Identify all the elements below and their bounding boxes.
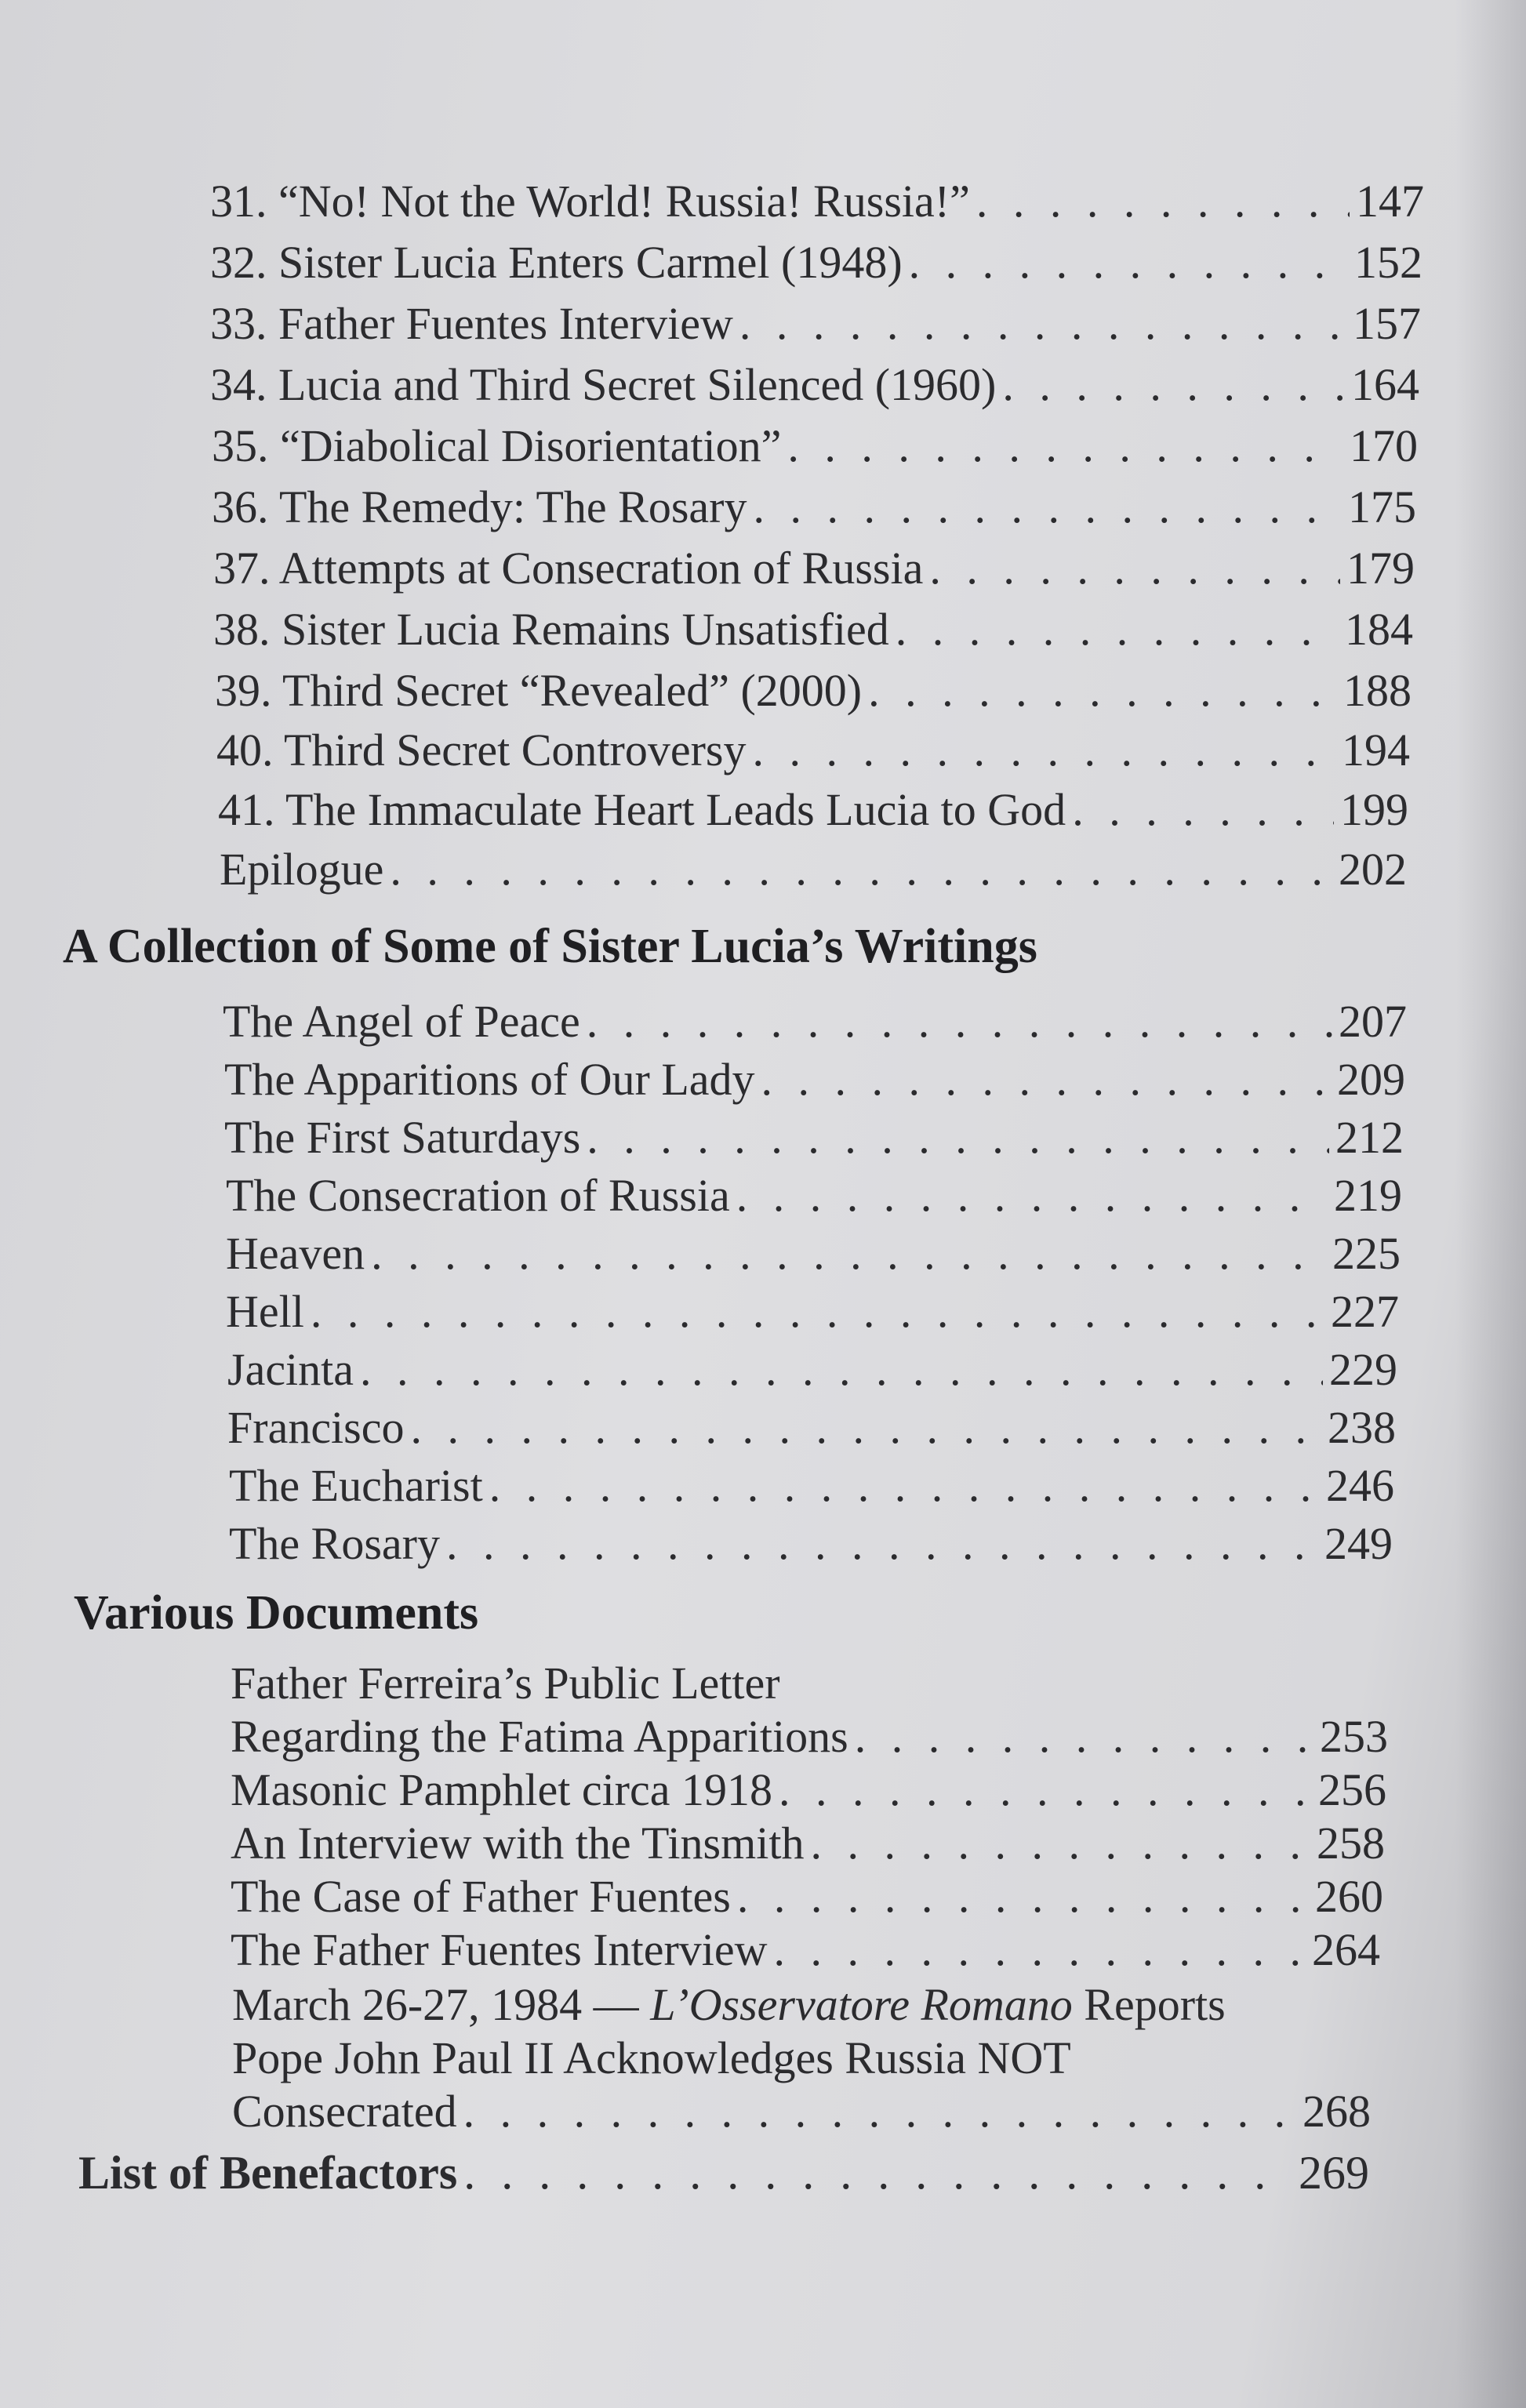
toc-entry-writing [223, 994, 1407, 1049]
toc-entry-writing [229, 1516, 1393, 1571]
leader-dots [463, 2145, 1292, 2200]
entry-title: 31. “No! Not the World! Russia! Russia!” [210, 176, 970, 227]
toc-entry-tinsmith [231, 1816, 1385, 1871]
entry-page: 175 [1348, 481, 1416, 532]
leader-dots [1002, 358, 1345, 412]
leader-dots [390, 842, 1332, 897]
entry-page: 188 [1343, 665, 1412, 716]
toc-entry-writing [226, 1168, 1402, 1223]
osservatore-date: March 26-27, 1984 — [232, 1979, 639, 2030]
entry-page: 184 [1345, 604, 1413, 655]
entry-page: 256 [1318, 1764, 1386, 1815]
toc-entry-41 [218, 783, 1408, 837]
entry-page: 258 [1317, 1818, 1385, 1869]
entry-page: 264 [1312, 1924, 1380, 1975]
entry-title: List of Benefactors [78, 2147, 458, 2199]
toc-entry-masonic [231, 1763, 1386, 1818]
entry-page: 219 [1334, 1170, 1402, 1221]
toc-entry-33 [210, 296, 1421, 351]
pope-line: Pope John Paul II Acknowledges Russia NOT [232, 2032, 1071, 2083]
toc-entry-writing [229, 1458, 1394, 1513]
leader-dots [855, 1709, 1313, 1764]
leader-dots [774, 1923, 1306, 1978]
toc-entry-38 [213, 602, 1413, 657]
entry-title: 32. Sister Lucia Enters Carmel (1948) [210, 237, 903, 288]
entry-title: The Angel of Peace [223, 996, 580, 1047]
entry-title: The Case of Father Fuentes [231, 1871, 731, 1922]
entry-title: Regarding the Fatima Apparitions [231, 1711, 848, 1762]
entry-title: The Consecration of Russia [226, 1170, 730, 1221]
entry-page: 268 [1303, 2086, 1371, 2137]
entry-title: Hell [226, 1286, 304, 1337]
leader-dots [1072, 783, 1334, 837]
entry-title: 41. The Immaculate Heart Leads Lucia to God [218, 784, 1066, 835]
leader-dots [761, 1052, 1331, 1107]
osservatore-reports: Reports [1084, 1979, 1226, 2030]
entry-title: 34. Lucia and Third Secret Silenced (1960) [210, 359, 997, 410]
toc-entry-32 [210, 235, 1422, 290]
entry-title: 35. “Diabolical Disorientation” [212, 420, 782, 471]
leader-dots [736, 1168, 1328, 1223]
leader-dots [787, 419, 1343, 474]
entry-page: 202 [1339, 844, 1407, 895]
toc-entry-writing [227, 1400, 1396, 1455]
entry-title: 37. Attempts at Consecration of Russia [213, 543, 924, 594]
leader-dots [587, 1110, 1329, 1165]
entry-page: 152 [1354, 237, 1422, 288]
entry-page: 238 [1328, 1402, 1396, 1453]
toc-entry-writing [224, 1052, 1405, 1107]
entry-title: Jacinta [227, 1344, 354, 1395]
entry-page: 269 [1299, 2147, 1369, 2199]
toc-entry-fuentes-interview [231, 1923, 1380, 1978]
toc-entry-writing [227, 1342, 1397, 1397]
toc-entry-35 [212, 419, 1418, 474]
toc-entry-40 [216, 723, 1410, 778]
leader-dots [739, 296, 1346, 351]
entry-page: 225 [1332, 1228, 1401, 1279]
leader-dots [446, 1516, 1318, 1571]
leader-dots [311, 1284, 1324, 1339]
leader-dots [753, 480, 1342, 535]
entry-title: 36. The Remedy: The Rosary [212, 481, 747, 532]
toc-entry-39 [215, 663, 1412, 718]
section-heading-writings: A Collection of Some of Sister Lucia’s Writings [63, 920, 1037, 973]
entry-page: 199 [1340, 784, 1408, 835]
toc-entry-writing [226, 1226, 1401, 1281]
leader-dots [976, 174, 1350, 229]
entry-title: The Rosary [229, 1518, 440, 1569]
leader-dots [411, 1400, 1322, 1455]
leader-dots [463, 2084, 1296, 2139]
entry-title: The First Saturdays [224, 1112, 581, 1163]
entry-title: 40. Third Secret Controversy [216, 725, 747, 775]
entry-title: Consecrated [232, 2086, 457, 2137]
toc-entry-34 [210, 358, 1419, 412]
entry-page: 209 [1337, 1054, 1405, 1105]
toc-entry-37 [213, 541, 1415, 596]
ferreira-title-line1: Father Ferreira’s Public Letter [231, 1658, 780, 1709]
leader-dots [360, 1342, 1323, 1397]
entry-title: Heaven [226, 1228, 365, 1279]
leader-dots [929, 541, 1340, 596]
entry-page: 246 [1326, 1460, 1394, 1511]
entry-title: Epilogue [220, 844, 384, 895]
leader-dots [737, 1869, 1309, 1924]
entry-page: 229 [1329, 1344, 1397, 1395]
entry-title: 38. Sister Lucia Remains Unsatisfied [213, 604, 889, 655]
osservatore-paper: L’Osservatore Romano [650, 1979, 1073, 2030]
entry-page: 179 [1346, 543, 1415, 594]
entry-page: 212 [1335, 1112, 1404, 1163]
entry-page: 170 [1350, 420, 1418, 471]
entry-page: 260 [1315, 1871, 1383, 1922]
toc-entry-writing [224, 1110, 1404, 1165]
osservatore-line [232, 1978, 1226, 2032]
entry-page: 227 [1331, 1286, 1399, 1337]
section-heading-documents: Various Documents [74, 1586, 479, 1640]
leader-dots [752, 723, 1335, 778]
leader-dots [909, 235, 1348, 290]
entry-title: The Eucharist [229, 1460, 483, 1511]
entry-title: The Father Fuentes Interview [231, 1924, 768, 1975]
toc-entry-case-fuentes [231, 1869, 1383, 1924]
leader-dots [371, 1226, 1326, 1281]
leader-dots [810, 1816, 1310, 1871]
entry-page: 253 [1320, 1711, 1388, 1762]
leader-dots [489, 1458, 1320, 1513]
entry-page: 194 [1342, 725, 1410, 775]
leader-dots [896, 602, 1339, 657]
toc-entry-benefactors [78, 2145, 1369, 2200]
toc-entry-writing [226, 1284, 1399, 1339]
entry-page: 207 [1339, 996, 1407, 1047]
toc-entry-consecrated [232, 2084, 1371, 2139]
leader-dots [587, 994, 1332, 1049]
entry-title: Masonic Pamphlet circa 1918 [231, 1764, 772, 1815]
toc-entry-36 [212, 480, 1416, 535]
entry-title: An Interview with the Tinsmith [231, 1818, 805, 1869]
entry-page: 164 [1351, 359, 1419, 410]
entry-page: 147 [1356, 176, 1424, 227]
toc-entry-epilogue [220, 842, 1407, 897]
entry-page: 249 [1324, 1518, 1393, 1569]
toc-entry-31 [210, 174, 1424, 229]
entry-title: 39. Third Secret “Revealed” (2000) [215, 665, 863, 716]
toc-entry-ferreira [231, 1709, 1388, 1764]
leader-dots [779, 1763, 1312, 1818]
entry-title: The Apparitions of Our Lady [224, 1054, 755, 1105]
entry-title: Francisco [227, 1402, 405, 1453]
leader-dots [868, 663, 1337, 718]
entry-title: 33. Father Fuentes Interview [210, 298, 733, 349]
entry-page: 157 [1353, 298, 1421, 349]
